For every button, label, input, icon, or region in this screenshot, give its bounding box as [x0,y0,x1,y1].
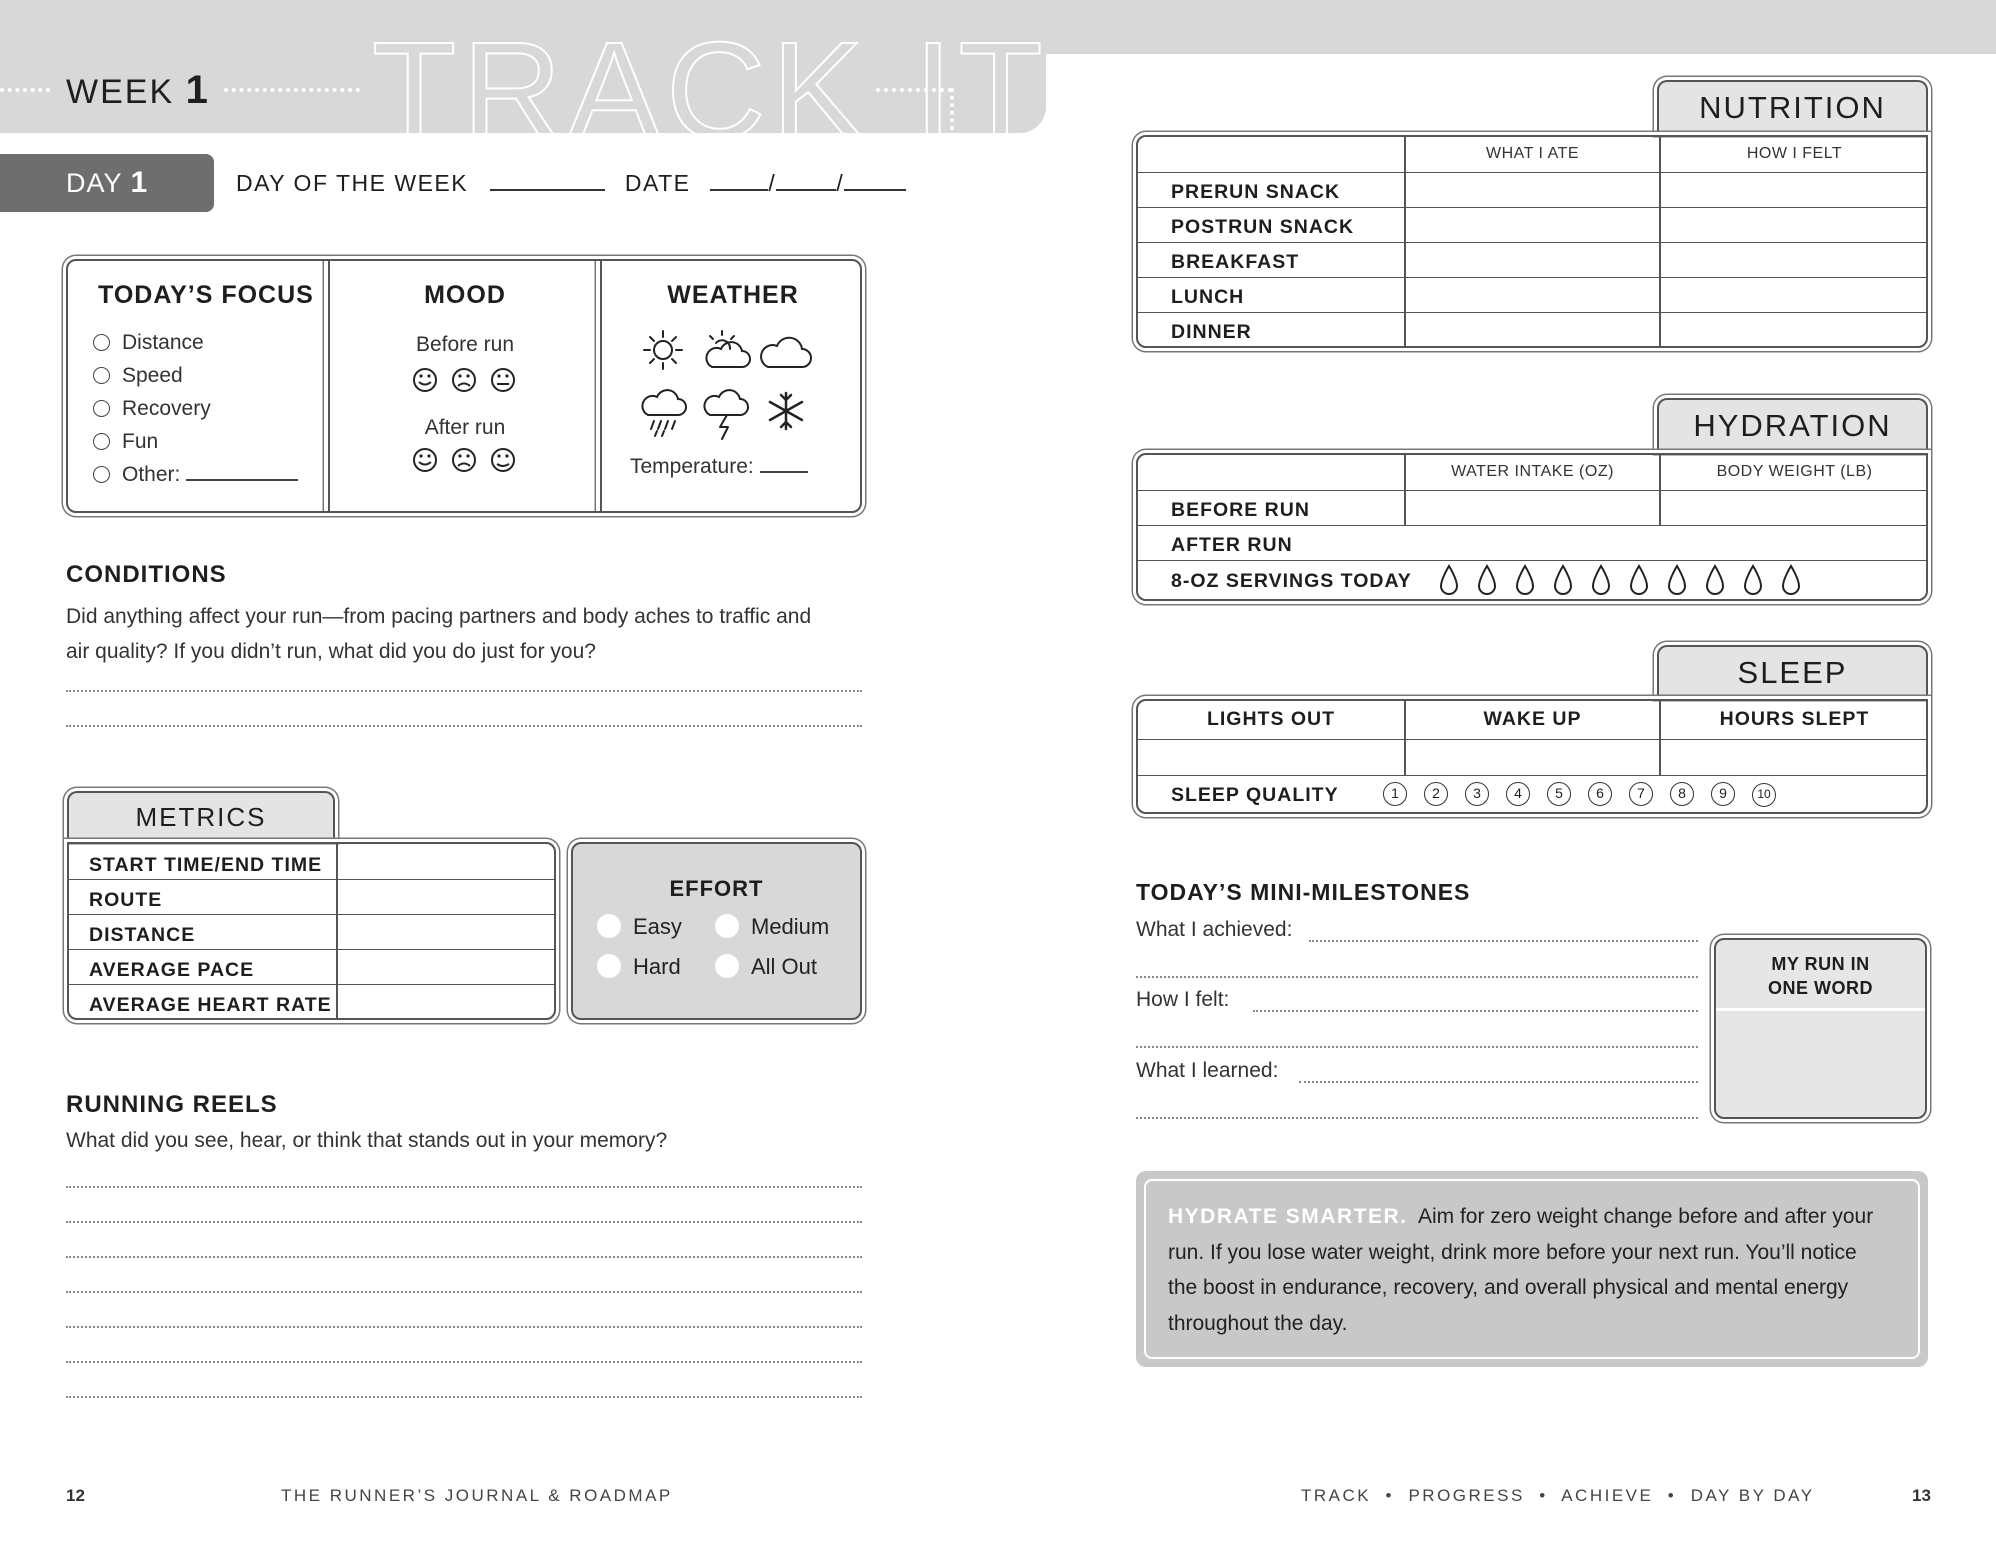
focus-title: TODAY’S FOCUS [98,281,314,309]
radio-icon[interactable] [93,466,110,483]
mood-before-label: Before run [415,333,515,356]
milestone-achieved-line[interactable] [1309,940,1698,942]
conditions-title: CONDITIONS [66,561,227,588]
storm-icon [704,390,748,439]
weather-icons[interactable] [640,323,830,443]
milestone-achieved-label: What I achieved: [1136,918,1293,941]
conditions-prompt: Did anything affect your run—from pacing partners and body aches to traffic and air quality? If you didn’t run, what did you do just for you? [66,605,812,663]
radio-icon[interactable] [93,400,110,417]
milestone-achieved-line[interactable] [1136,976,1698,978]
footer-book-title: THE RUNNER’S JOURNAL & ROADMAP [281,1486,673,1505]
sleep-col-hours: HOURS SLEPT [1719,708,1870,730]
temperature-label: Temperature: [630,455,808,479]
nutrition-row-prerun: PRERUN SNACK [1171,181,1341,203]
sleep-entry-row[interactable] [1138,741,1926,774]
reels-line[interactable] [66,1396,862,1398]
water-drop-icon[interactable] [1780,564,1802,596]
hydration-col-weight: BODY WEIGHT (LB) [1716,463,1873,480]
nutrition-row-breakfast: BREAKFAST [1171,251,1300,273]
tip-heading: HYDRATE SMARTER. [1168,1205,1408,1228]
hydrate-tip-inner: HYDRATE SMARTER. Aim for zero weight change before and after your run. If you lose water weight, drink more before your next run. You’ll notice the boost in endurance, recovery, and overall physical and mental energy throughout the day. [1144,1179,1920,1359]
date-month-field[interactable] [710,173,768,191]
effort-option-hard[interactable]: Hard [597,954,681,980]
water-drops [1438,564,1818,601]
sleep-quality-4[interactable]: 4 [1506,782,1530,806]
reels-prompt: What did you see, hear, or think that stands out in your memory? [66,1129,668,1152]
nutrition-labels [1171,175,1354,350]
mood-title: MOOD [424,281,506,309]
partly-cloudy-icon [706,331,750,367]
hydration-tab: HYDRATION [1657,398,1928,451]
mood-faces-icon[interactable] [409,445,521,475]
sleep-tab: SLEEP [1657,645,1928,697]
water-drop-icon[interactable] [1704,564,1726,596]
header-banner-right [1046,0,1996,54]
one-word-box [1714,938,1927,1119]
date-year-field[interactable] [844,173,906,191]
day-tab: DAY 1 [0,154,214,212]
day-date-line: DAY OF THE WEEK DATE / / [236,170,906,197]
page-number-left: 12 [66,1486,85,1505]
sun-icon [644,331,682,369]
effort-option-medium[interactable]: Medium [715,914,829,940]
hydration-labels [1171,493,1310,563]
sleep-quality-1[interactable]: 1 [1383,782,1407,806]
sleep-quality-7[interactable]: 7 [1629,782,1653,806]
reels-line[interactable] [66,1326,862,1328]
metrics-row-heart-rate: AVERAGE HEART RATE [89,994,332,1016]
radio-icon [597,914,621,938]
reels-line[interactable] [66,1186,862,1188]
water-drop-icon[interactable] [1666,564,1688,596]
water-drop-icon[interactable] [1742,564,1764,596]
sleep-quality-2[interactable]: 2 [1424,782,1448,806]
water-drop-icon[interactable] [1628,564,1650,596]
mood-after-faces [330,445,600,480]
date-day-field[interactable] [776,173,836,191]
banner-curve [1046,54,1076,84]
sleep-quality-6[interactable]: 6 [1588,782,1612,806]
week-heading: WEEK 1 [66,68,210,112]
footer-tagline: TRACK • PROGRESS • ACHIEVE • DAY BY DAY [1301,1486,1815,1505]
hydration-col-water: WATER INTAKE (OZ) [1451,463,1614,480]
hydration-servings-label: 8-OZ SERVINGS TODAY [1171,570,1412,592]
sleep-quality-5[interactable]: 5 [1547,782,1571,806]
water-drop-icon[interactable] [1476,564,1498,596]
reels-line[interactable] [66,1361,862,1363]
sleep-quality-scale [1383,782,1793,807]
radio-icon [597,954,621,978]
sleep-col-wake-up: WAKE UP [1483,708,1582,730]
page-title: TRACK IT [372,14,1049,168]
nutrition-col-what-i-ate: WHAT I ATE [1485,145,1579,162]
focus-option-distance[interactable]: Distance [93,326,298,359]
focus-option-speed[interactable]: Speed [93,359,298,392]
metrics-row-pace: AVERAGE PACE [89,959,255,981]
sleep-quality-3[interactable]: 3 [1465,782,1489,806]
focus-option-other[interactable]: Other: [93,458,298,491]
hydrate-tip-box [1136,1171,1928,1367]
mood-faces-icon[interactable] [409,365,521,395]
sleep-col-lights-out: LIGHTS OUT [1206,708,1336,730]
radio-icon[interactable] [93,433,110,450]
water-drop-icon[interactable] [1552,564,1574,596]
dotted-rule [0,88,50,92]
sleep-table [1136,699,1928,814]
milestone-learned-line[interactable] [1136,1117,1698,1119]
weather-title: WEATHER [667,281,799,309]
metrics-table [67,842,556,1020]
radio-icon[interactable] [93,334,110,351]
metrics-tab: METRICS [67,791,335,840]
hydration-row-after: AFTER RUN [1171,534,1293,556]
nutrition-row-dinner: DINNER [1171,321,1252,343]
nutrition-entry-cells[interactable] [1406,174,1926,346]
milestone-felt-label: How I felt: [1136,988,1230,1011]
nutrition-table [1136,135,1928,348]
hydration-table [1136,453,1928,601]
effort-option-all-out[interactable]: All Out [715,954,817,980]
nutrition-col-how-i-felt: HOW I FELT [1746,145,1843,162]
effort-option-easy[interactable]: Easy [597,914,682,940]
milestone-learned-line[interactable] [1299,1081,1698,1083]
focus-mood-weather-box [66,259,862,513]
sleep-quality-9[interactable]: 9 [1711,782,1735,806]
effort-box [571,842,862,1020]
nutrition-tab: NUTRITION [1657,80,1928,133]
metrics-labels [89,848,332,1023]
water-drop-icon[interactable] [1438,564,1460,596]
metrics-row-route: ROUTE [89,889,163,911]
focus-option-fun[interactable]: Fun [93,425,298,458]
metrics-values-column[interactable] [338,844,556,1018]
focus-options [93,326,298,491]
reels-title: RUNNING REELS [66,1091,278,1118]
radio-icon[interactable] [93,367,110,384]
day-of-week-field[interactable] [490,173,605,191]
sleep-quality-label: SLEEP QUALITY [1171,784,1339,806]
reels-line[interactable] [66,1221,862,1223]
nutrition-row-postrun: POSTRUN SNACK [1171,216,1355,238]
temperature-field[interactable] [760,455,808,473]
conditions-line[interactable] [66,725,862,727]
milestone-felt-line[interactable] [1253,1010,1698,1012]
water-drop-icon[interactable] [1514,564,1536,596]
conditions-line[interactable] [66,690,862,692]
milestones-title: TODAY’S MINI-MILESTONES [1136,879,1471,905]
one-word-field[interactable] [1716,1012,1925,1117]
snowflake-icon [770,393,802,429]
sleep-quality-8[interactable]: 8 [1670,782,1694,806]
hydration-row-before: BEFORE RUN [1171,499,1310,521]
one-word-title: MY RUN IN ONE WORD [1768,954,1873,998]
milestone-learned-label: What I learned: [1136,1059,1279,1082]
sleep-quality-10[interactable]: 10 [1752,783,1776,807]
mood-before-faces [330,365,600,400]
nutrition-row-lunch: LUNCH [1171,286,1245,308]
reels-line[interactable] [66,1291,862,1293]
rain-icon [642,390,686,436]
dotted-rule [224,88,360,92]
water-drop-icon[interactable] [1590,564,1612,596]
focus-option-recovery[interactable]: Recovery [93,392,298,425]
metrics-row-distance: DISTANCE [89,924,196,946]
effort-title: EFFORT [669,876,764,901]
page-number-right: 13 [1912,1486,1931,1505]
cloud-icon [761,338,811,367]
metrics-row-start-end: START TIME/END TIME [89,854,323,876]
radio-icon [715,954,739,978]
reels-line[interactable] [66,1256,862,1258]
mood-after-label: After run [424,416,506,439]
milestone-felt-line[interactable] [1136,1046,1698,1048]
radio-icon [715,914,739,938]
